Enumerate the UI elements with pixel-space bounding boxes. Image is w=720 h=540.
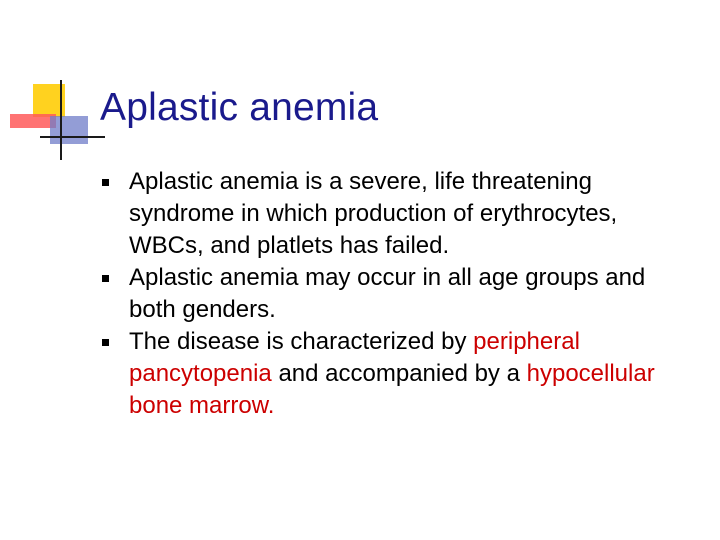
highlight-peripheral-pancytopenia: peripheral pancytopenia — [129, 328, 580, 387]
bullet-list — [100, 166, 690, 422]
bullet-square-icon — [102, 339, 109, 346]
title-decoration-graphic — [0, 0, 110, 170]
decor-blue-square — [50, 116, 88, 144]
bullet-text: Aplastic anemia is a severe, life threatening syndrome in which production of erythrocytes, WBCs, and platlets has failed. — [129, 168, 618, 259]
highlight-hypocellular-bone-marrow: hypocellular bone marrow. — [129, 360, 655, 419]
bullet-square-icon — [102, 275, 109, 282]
bullet-square-icon — [102, 179, 109, 186]
bullet-item-characterization — [100, 326, 690, 422]
bullet-text: Aplastic anemia may occur in all age groups and both genders. — [129, 264, 646, 323]
slide-title: Aplastic anemia — [100, 86, 379, 129]
bullet-item-definition — [100, 166, 690, 262]
bullet-text-part: and accompanied by a — [271, 360, 527, 387]
bullet-item-occurrence — [100, 262, 690, 326]
decor-red-bar — [10, 114, 56, 128]
bullet-text-part: The disease is characterized by — [129, 328, 474, 355]
